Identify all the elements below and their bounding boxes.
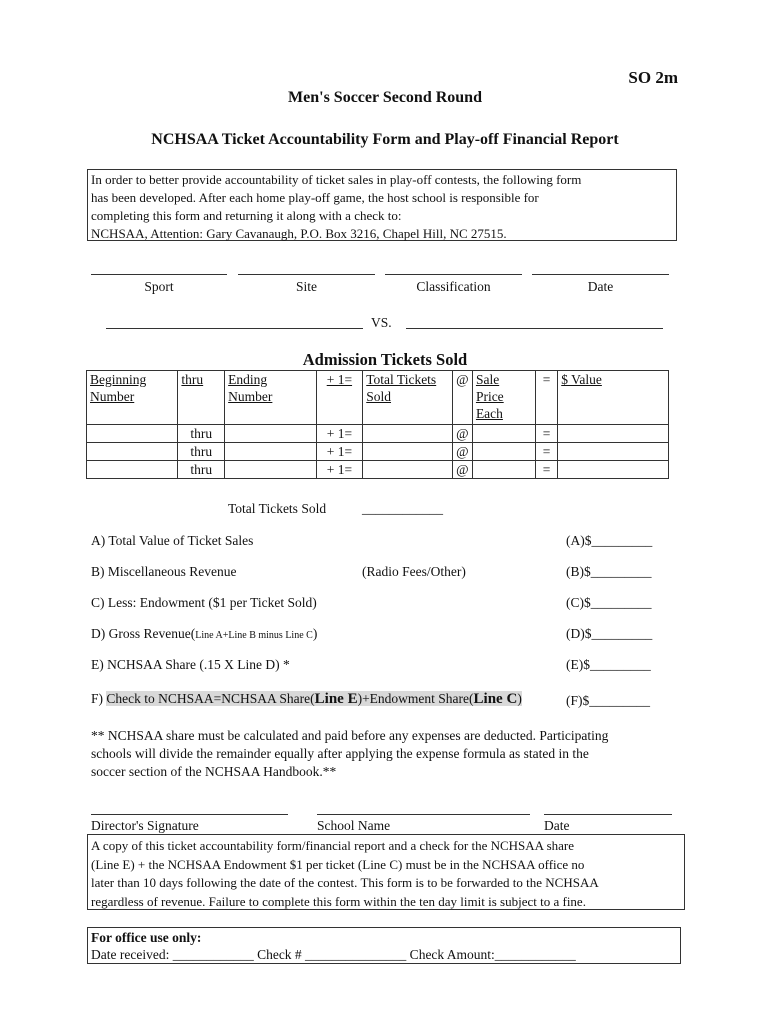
line-f-text: )+Endowment Share( xyxy=(357,691,474,706)
header-text: = xyxy=(542,372,551,387)
header-text: Sold xyxy=(366,389,392,404)
line-f-text: ) xyxy=(517,691,522,706)
line-d-formula: Line A+Line B minus Line C xyxy=(195,630,313,641)
equals-cell: = xyxy=(535,461,557,479)
line-d-text: D) Gross Revenue( xyxy=(91,626,196,641)
header-text: thru xyxy=(181,372,204,387)
header-text: Number xyxy=(228,389,273,404)
plus-one-cell: + 1= xyxy=(316,443,363,461)
copy-line: later than 10 days following the date of the contest. This form is to be forwarded to the NCHSAA xyxy=(91,875,599,890)
page-subtitle: NCHSAA Ticket Accountability Form and Play-off Financial Report xyxy=(151,131,619,148)
thru-cell: thru xyxy=(178,443,225,461)
note-line: ** NCHSAA share must be calculated and paid before any expenses are deducted. Participating xyxy=(91,728,609,743)
note-line: schools will divide the remainder equally after applying the expense formula as stated in the xyxy=(91,746,589,761)
vs-label: VS. xyxy=(371,315,392,330)
at-cell: @ xyxy=(452,443,472,461)
sale-price-cell[interactable] xyxy=(472,443,535,461)
office-use-title: For office use only: xyxy=(91,930,202,945)
table-header-row xyxy=(87,371,669,425)
header-text: + 1= xyxy=(326,372,353,387)
at-header xyxy=(452,371,472,425)
director-signature-line[interactable] xyxy=(91,814,288,815)
header-text: Each xyxy=(475,406,503,421)
intro-box xyxy=(87,169,677,241)
beginning-number-cell[interactable] xyxy=(87,443,178,461)
signature-date-line[interactable] xyxy=(544,814,672,815)
value-header xyxy=(558,371,669,425)
note-line: soccer section of the NCHSAA Handbook.** xyxy=(91,764,337,779)
line-c-field[interactable]: (C)$_________ xyxy=(566,595,652,610)
header-text: Beginning xyxy=(90,372,147,387)
thru-header xyxy=(178,371,225,425)
header-text: @ xyxy=(456,372,469,387)
table-row xyxy=(87,461,669,479)
sale-price-cell[interactable] xyxy=(472,461,535,479)
header-text: Price xyxy=(475,389,504,404)
line-b-note: (Radio Fees/Other) xyxy=(362,564,466,579)
line-f-prefix: F) xyxy=(91,691,107,706)
header-text: $ Value xyxy=(561,372,602,387)
date-input-line[interactable] xyxy=(532,274,669,275)
school-name-label: School Name xyxy=(317,818,391,833)
copy-line: A copy of this ticket accountability form/financial report and a check for the NCHSAA share xyxy=(91,838,575,853)
share-note xyxy=(91,727,681,781)
intro-line: has been developed. After each home play-off game, the host school is responsible for xyxy=(91,190,539,205)
line-f-highlight xyxy=(106,691,521,706)
school-name-line[interactable] xyxy=(317,814,530,815)
intro-line: completing this form and returning it along with a check to: xyxy=(91,208,402,223)
intro-line: In order to better provide accountability of ticket sales in play-off contests, the following form xyxy=(91,172,582,187)
table-row xyxy=(87,425,669,443)
date-label: Date xyxy=(587,279,614,294)
signature-date-label: Date xyxy=(544,818,570,833)
total-tickets-cell[interactable] xyxy=(363,425,452,443)
beginning-number-cell[interactable] xyxy=(87,461,178,479)
visiting-team-input-line[interactable] xyxy=(406,328,663,329)
beginning-number-header xyxy=(87,371,178,425)
line-f-label xyxy=(91,691,522,708)
site-input-line[interactable] xyxy=(238,274,375,275)
ending-number-cell[interactable] xyxy=(225,461,316,479)
sport-label: Sport xyxy=(144,279,174,294)
line-d-label xyxy=(91,626,317,642)
line-f-ref-c: Line C xyxy=(473,691,518,707)
beginning-number-cell[interactable] xyxy=(87,425,178,443)
plus-one-cell: + 1= xyxy=(316,425,363,443)
line-d-field[interactable]: (D)$_________ xyxy=(566,626,653,641)
table-row xyxy=(87,443,669,461)
line-e-field[interactable]: (E)$_________ xyxy=(566,657,651,672)
line-e-label: E) NCHSAA Share (.15 X Line D) * xyxy=(91,657,290,672)
sale-price-header xyxy=(472,371,535,425)
thru-cell: thru xyxy=(178,461,225,479)
form-code: SO 2m xyxy=(628,68,678,87)
equals-cell: = xyxy=(535,443,557,461)
home-team-input-line[interactable] xyxy=(106,328,363,329)
total-tickets-sold-label: Total Tickets Sold xyxy=(228,501,327,516)
ending-number-header xyxy=(225,371,316,425)
equals-cell: = xyxy=(535,425,557,443)
total-tickets-cell[interactable] xyxy=(363,461,452,479)
value-cell[interactable] xyxy=(558,461,669,479)
plus-one-header xyxy=(316,371,363,425)
line-f-ref-e: Line E xyxy=(314,691,358,707)
ending-number-cell[interactable] xyxy=(225,425,316,443)
admission-title: Admission Tickets Sold xyxy=(302,350,468,369)
value-cell[interactable] xyxy=(558,425,669,443)
line-b-label: B) Miscellaneous Revenue xyxy=(91,564,237,579)
copy-instructions-box xyxy=(87,834,685,910)
line-d-close: ) xyxy=(312,626,318,641)
ending-number-cell[interactable] xyxy=(225,443,316,461)
copy-line: (Line E) + the NCHSAA Endowment $1 per ticket (Line C) must be in the NCHSAA office no xyxy=(91,856,585,872)
header-text: Sale xyxy=(475,372,500,387)
office-use-fields[interactable]: Date received: ____________ Check # _______________ Check Amount:____________ xyxy=(91,947,576,962)
at-cell: @ xyxy=(452,461,472,479)
copy-line: regardless of revenue. Failure to complete this form within the ten day limit is subject to a fine. xyxy=(91,893,586,909)
header-text: Number xyxy=(90,389,135,404)
line-b-field[interactable]: (B)$_________ xyxy=(566,564,652,579)
sale-price-cell[interactable] xyxy=(472,425,535,443)
header-text: Ending xyxy=(228,372,268,387)
total-tickets-sold-field[interactable]: ____________ xyxy=(362,501,443,516)
header-text: Total Tickets xyxy=(366,372,437,387)
plus-one-cell: + 1= xyxy=(316,461,363,479)
sport-input-line[interactable] xyxy=(91,274,227,275)
line-f-field[interactable]: (F)$_________ xyxy=(566,693,650,708)
thru-cell: thru xyxy=(178,425,225,443)
classification-input-line[interactable] xyxy=(385,274,522,275)
director-signature-label: Director's Signature xyxy=(91,818,199,833)
total-tickets-header xyxy=(363,371,452,425)
at-cell: @ xyxy=(452,425,472,443)
equals-header xyxy=(535,371,557,425)
office-use-box xyxy=(87,927,681,964)
admission-table xyxy=(86,370,669,479)
line-c-label: C) Less: Endowment ($1 per Ticket Sold) xyxy=(91,595,317,610)
intro-line: NCHSAA, Attention: Gary Cavanaugh, P.O. Box 3216, Chapel Hill, NC 27515. xyxy=(91,226,507,241)
site-label: Site xyxy=(295,279,317,294)
value-cell[interactable] xyxy=(558,443,669,461)
total-tickets-cell[interactable] xyxy=(363,443,452,461)
page-title: Men's Soccer Second Round xyxy=(288,89,482,106)
line-a-label: A) Total Value of Ticket Sales xyxy=(91,533,254,548)
line-a-field[interactable]: (A)$_________ xyxy=(566,533,653,548)
line-f-text: Check to NCHSAA=NCHSAA Share( xyxy=(106,691,315,706)
classification-label: Classification xyxy=(416,279,491,294)
